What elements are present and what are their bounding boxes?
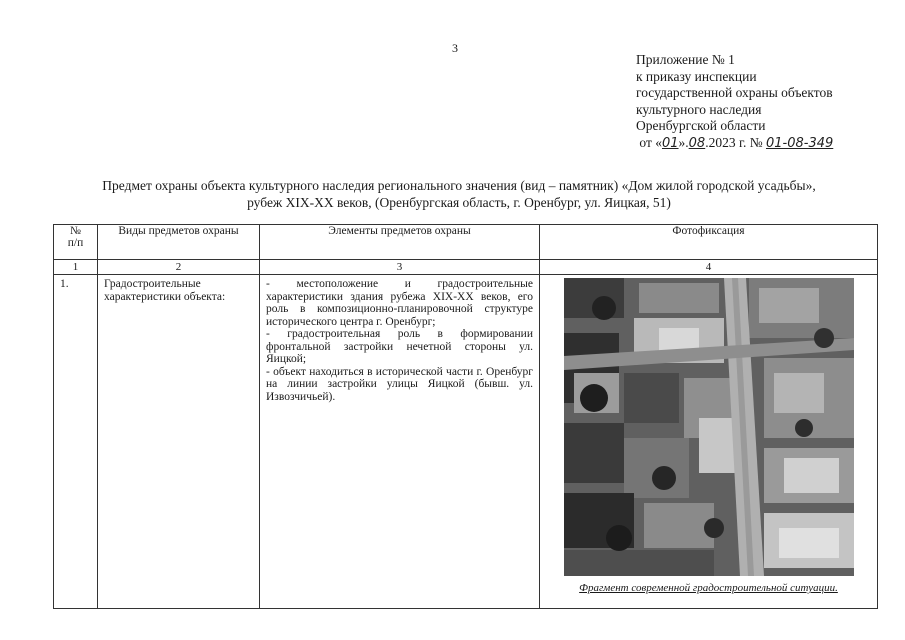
header-num-line2: п/п <box>67 237 84 249</box>
title-line: Предмет охраны объекта культурного наследия регионального значения (вид – памятник) «Дом жилой городской усадьбы», <box>102 178 816 193</box>
date-month: 08 <box>688 135 706 151</box>
document-title <box>40 177 878 211</box>
element-item: - градостроительная роль в формировании фронтальной застройки нечетной стороны ул. Яицкой; <box>266 328 533 365</box>
row-elements <box>260 275 540 609</box>
column-number: 3 <box>260 260 540 275</box>
table-row <box>54 275 878 609</box>
header-types: Виды предметов охраны <box>98 225 260 260</box>
date-sep: ». <box>678 134 689 150</box>
appendix-line: Оренбургской области <box>636 118 766 133</box>
appendix-line: Приложение № 1 <box>636 52 735 67</box>
page-number: 3 <box>452 41 458 55</box>
appendix-line: к приказу инспекции <box>636 68 757 84</box>
order-number: 01-08-349 <box>765 135 834 151</box>
column-number: 4 <box>540 260 878 275</box>
row-type-line1: Градостроительные <box>104 278 201 290</box>
aerial-photo <box>564 278 854 576</box>
title-line: рубеж XIX-XX веков, (Оренбургская область, г. Оренбург, ул. Яицкая, 51) <box>247 195 671 210</box>
date-prefix: от « <box>639 134 662 150</box>
element-item: - объект находиться в исторической части г. Оренбург на линии застройки улицы Яицкой (бывш. ул. Извозчичьей). <box>266 365 533 403</box>
date-year: .2023 г. № <box>705 134 763 150</box>
row-photo <box>540 275 878 609</box>
header-num <box>54 225 98 260</box>
header-num-line1: № <box>70 225 81 237</box>
protection-table <box>53 224 878 609</box>
appendix-block <box>636 52 833 152</box>
appendix-line: государственной охраны объектов <box>636 85 833 100</box>
photo-caption: Фрагмент современной градостроительной ситуации. <box>579 582 838 594</box>
element-item: - местоположение и градостроительные характеристики здания рубежа XIX-XX веков, его роль в композиционно-планировочной структуре исторического центра г. Оренбург; <box>266 278 533 328</box>
column-number-row <box>54 260 878 275</box>
row-number: 1. <box>54 275 98 609</box>
header-row <box>54 225 878 260</box>
header-elements: Элементы предметов охраны <box>260 225 540 260</box>
appendix-line: культурного наследия <box>636 101 762 117</box>
row-type <box>98 275 260 609</box>
header-photo: Фотофиксация <box>540 225 878 260</box>
date-day: 01 <box>661 135 679 151</box>
column-number: 2 <box>98 260 260 275</box>
appendix-date-line <box>636 135 833 153</box>
column-number: 1 <box>54 260 98 275</box>
row-type-line2: характеристики объекта: <box>104 290 226 303</box>
